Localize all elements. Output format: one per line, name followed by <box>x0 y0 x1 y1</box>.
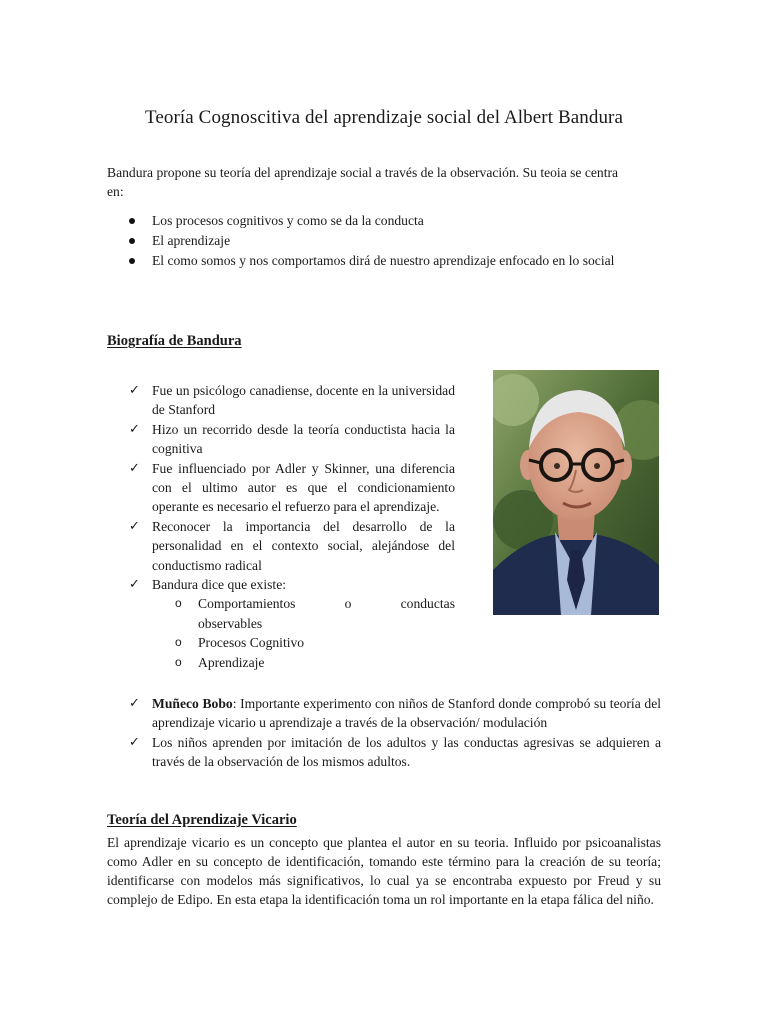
vicarious-learning-paragraph: El aprendizaje vicario es un concepto que plantea el autor en su teoria. Influido por psicoanalistas como Adler en su concepto de identificación, tomando este término para la creación de su teoría; identificarse con modelos más significativos, lo cual ya se encontraba expuesto por Freud y su complejo de Edipo. En esta etapa la identificación toma un rol importante en la etapa fálica del niño. <box>107 835 661 907</box>
checkmark-icon: ✓ <box>129 577 140 593</box>
list-item <box>107 575 455 672</box>
list-item-text: Los niños aprenden por imitación de los adultos y las conductas agresivas se adquieren a través de la observación de los mismos adultos. <box>152 734 661 770</box>
biography-check-list-continued <box>107 694 661 772</box>
bandura-portrait-photo <box>493 370 659 615</box>
list-item-text: Hizo un recorrido desde la teoría conductista hacia la cognitiva <box>152 421 455 457</box>
list-item-text: Fue un psicólogo canadiense, docente en la universidad de Stanford <box>152 383 455 418</box>
sub-item-text: Comportamientos <box>198 596 296 612</box>
intro-paragraph: Bandura propone su teoría del aprendizaje social a través de la observación. Su teoia se centra en: <box>107 165 619 199</box>
list-item-text: Reconocer la importancia del desarrollo de la personalidad en el contexto social, alejándose del conductismo radical <box>152 518 455 573</box>
sub-item-text: conductas <box>400 596 455 612</box>
list-item <box>107 733 661 772</box>
sub-list <box>152 594 455 672</box>
checkmark-icon: ✓ <box>129 696 140 711</box>
sub-list-item <box>152 653 455 672</box>
circle-bullet-icon: o <box>175 654 182 669</box>
vicarious-learning-heading: Teoría del Aprendizaje Vicario <box>107 812 297 828</box>
list-item-text: : Importante experimento con niños de Stanford donde comprobó su teoría del aprendizaje vicario u aprendizaje a través de la observación/ modulación <box>152 696 662 731</box>
list-item <box>107 381 455 420</box>
checkmark-icon: ✓ <box>129 518 140 534</box>
list-item <box>107 420 455 459</box>
circle-bullet-icon: o <box>175 635 182 650</box>
list-item: El aprendizaje <box>107 231 637 251</box>
portrait-illustration <box>493 370 659 615</box>
list-item: Los procesos cognitivos y como se da la conducta <box>107 211 637 231</box>
intro-bullet-list <box>107 211 637 271</box>
biography-check-list <box>107 381 455 672</box>
list-item <box>107 517 455 575</box>
biography-heading: Biografía de Bandura <box>107 333 242 349</box>
sub-item-text: observables <box>198 615 263 631</box>
sub-item-text: Procesos Cognitivo <box>198 635 305 651</box>
checkmark-icon: ✓ <box>129 383 140 398</box>
list-item: El como somos y nos comportamos dirá de nuestro aprendizaje enfocado en lo social <box>107 251 637 271</box>
bobo-label: Muñeco Bobo <box>152 696 233 711</box>
checkmark-icon: ✓ <box>129 460 140 476</box>
sub-item-text: Aprendizaje <box>198 654 265 670</box>
list-item-text: Bandura dice que existe: <box>152 577 286 593</box>
list-item-text: Fue influenciado por Adler y Skinner, una diferencia con el ultimo autor es que el condicionamiento operante es necesario el refuerzo para el aprendizaje. <box>152 460 455 515</box>
checkmark-icon: ✓ <box>129 734 140 750</box>
list-item <box>107 694 661 733</box>
list-item <box>107 459 455 517</box>
document-title: Teoría Cognoscitiva del aprendizaje social del Albert Bandura <box>144 107 624 128</box>
sub-item-text: o <box>344 596 352 612</box>
sub-list-item <box>152 633 455 652</box>
checkmark-icon: ✓ <box>129 421 140 437</box>
circle-bullet-icon: o <box>175 596 182 611</box>
sub-list-item <box>152 594 455 633</box>
